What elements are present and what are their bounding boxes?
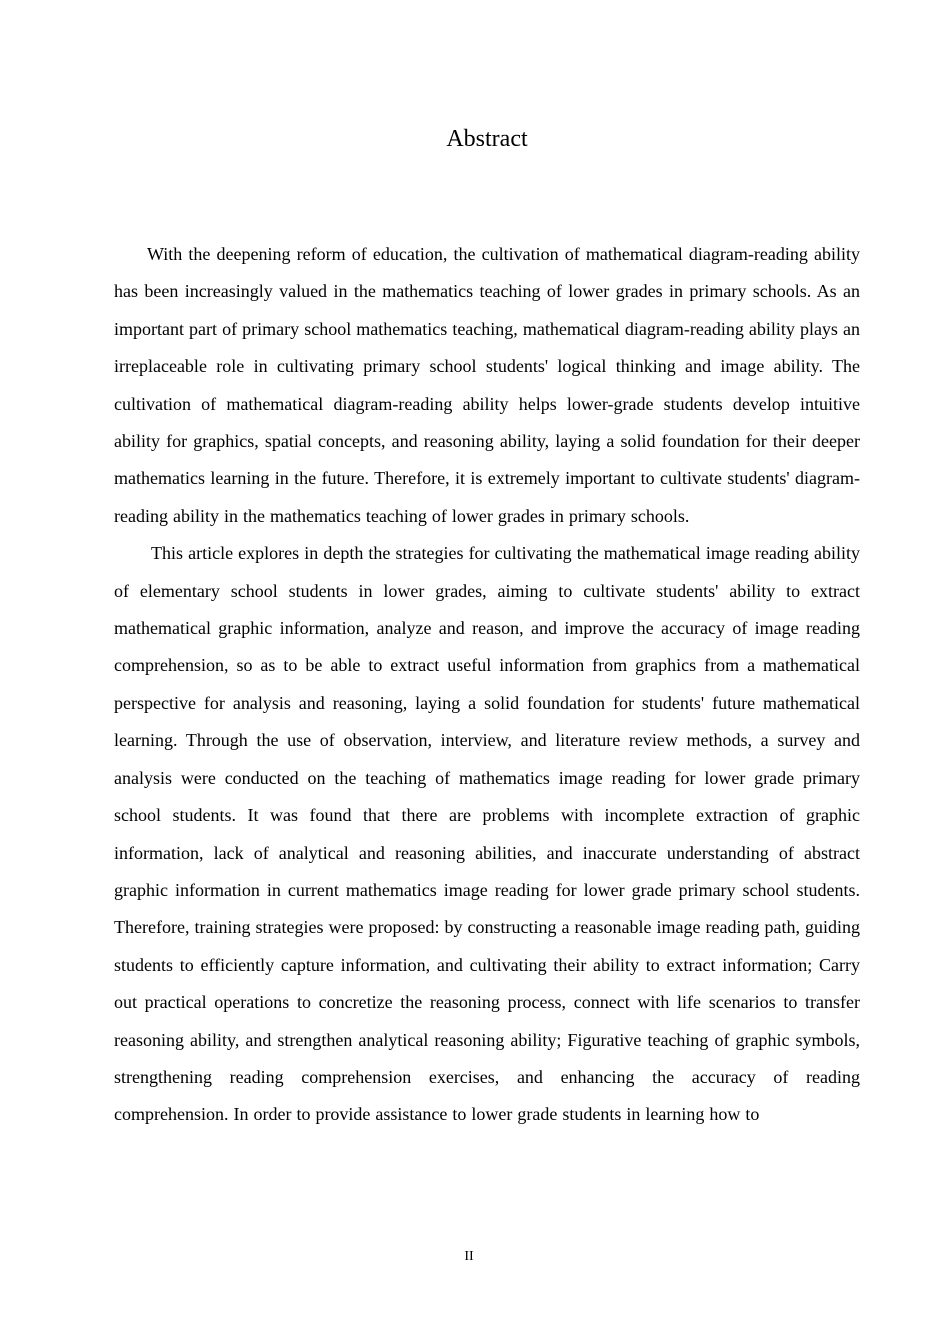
abstract-paragraph: This article explores in depth the strategies for cultivating the mathematical image reading ability of elementary school students in lower grades, aiming to cultivate students' ability to extract mathematical graphic information, analyze and reason, and improve the accuracy of image reading comprehension, so as to be able to extract useful information from graphics from a mathematical perspective for analysis and reasoning, laying a solid foundation for students' future mathematical learning. Through the use of observation, interview, and literature review methods, a survey and analysis were conducted on the teaching of mathematics image reading for lower grade primary school students. It was found that there are problems with incomplete extraction of graphic information, lack of analytical and reasoning abilities, and inaccurate understanding of abstract graphic information in current mathematics image reading for lower grade primary school students. Therefore, training strategies were proposed: by constructing a reasonable image reading path, guiding students to efficiently capture information, and cultivating their ability to extract information; Carry out practical operations to concretize the reasoning process, connect with life scenarios to transfer reasoning ability, and strengthen analytical reasoning ability; Figurative teaching of graphic symbols, strengthening reading comprehension exercises, and enhancing the accuracy of reading comprehension. In order to provide assistance to lower grade students in learning how to: [114, 543, 860, 1125]
abstract-body: [114, 236, 860, 1134]
abstract-paragraph: With the deepening reform of education, the cultivation of mathematical diagram-reading ability has been increasingly valued in the mathematics teaching of lower grades in primary schools. As an important part of primary school mathematics teaching, mathematical diagram-reading ability plays an irreplaceable role in cultivating primary school students' logical thinking and image ability. The cultivation of mathematical diagram-reading ability helps lower-grade students develop intuitive ability for graphics, spatial concepts, and reasoning ability, laying a solid foundation for their deeper mathematics learning in the future. Therefore, it is extremely important to cultivate students' diagram-reading ability in the mathematics teaching of lower grades in primary schools.: [114, 244, 860, 526]
page-title: Abstract: [446, 126, 528, 152]
page-number: II: [464, 1249, 474, 1264]
